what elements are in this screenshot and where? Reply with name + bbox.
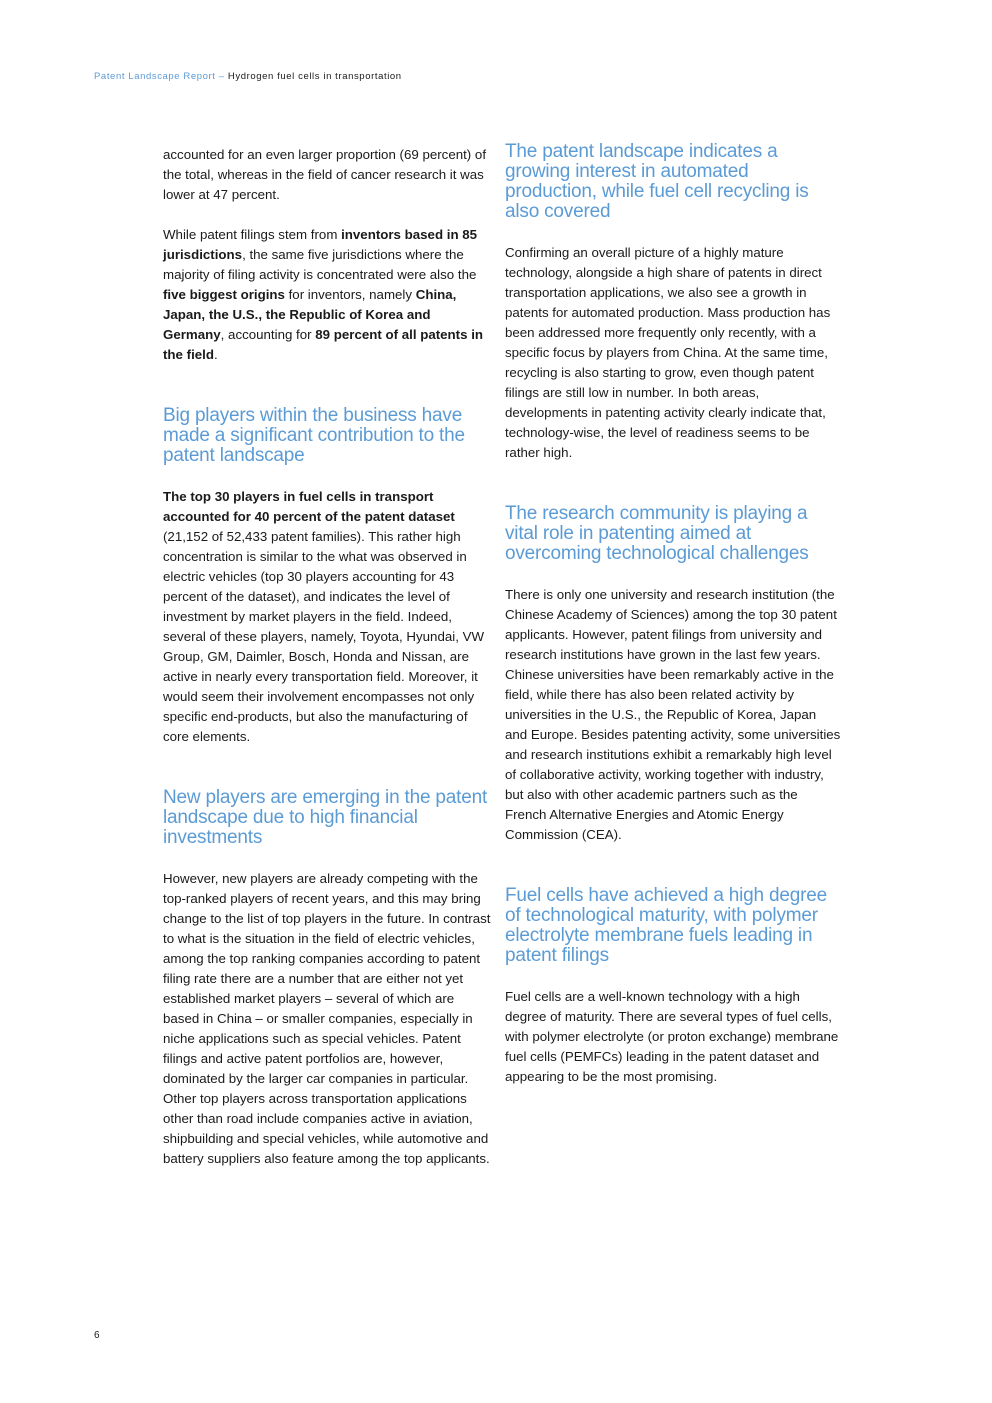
page-number: 6 <box>94 1330 100 1341</box>
bold-run: 89 percent of all patents in the field <box>163 327 484 362</box>
heading-research-community: The research community is playing a vital role in patenting aimed at overcoming technological challenges <box>505 503 809 564</box>
right-column <box>505 141 841 1087</box>
paragraph-research-community: There is only one university and research institution (the Chinese Academy of Sciences) among the top 30 patent applicants. However, patent filings from university and research institutions have grown in the last few years. Chinese universities have been remarkably active in the field, while there has also been related activity by universities in the U.S., the Republic of Korea, Japan and Europe. Besides patenting activity, some universities and research institutions exhibit a remarkably high level of collaborative activity, working together with industry, but also with other academic partners such as the French Alternative Energies and Atomic Energy Commission (CEA). <box>505 587 841 842</box>
paragraph-automated-production: Confirming an overall picture of a highly mature technology, alongside a high share of patents in direct transportation applications, we also see a growth in patents for automated production. Mass production has been addressed more frequently only recently, with a specific focus by players from China. At the same time, recycling is also starting to grow, even though patent filings are still low in number. In both areas, developments in patenting activity clearly indicate that, technology-wise, the level of readiness seems to be rather high. <box>505 245 831 460</box>
text-run: , accounting for <box>220 327 316 342</box>
bold-run: inventors based in 85 jurisdictions <box>163 227 478 262</box>
paragraph-top-30-players <box>163 487 493 747</box>
report-series-title: Patent Landscape Report – <box>94 71 225 82</box>
paragraph-new-players: However, new players are already competing with the top-ranked players of recent years, and this may bring change to the list of top players in the future. In contrast to what is the situation in the field of electric vehicles, among the top ranking companies according to patent filing rate there are a number that are either not yet established market players – several of which are based in China – or smaller companies, especially in niche applications such as special vehicles. Patent filings and active patent portfolios are, however, dominated by the larger car companies in particular. Other top players across transportation applications other than road include companies active in aviation, shipbuilding and special vehicles, while automotive and battery suppliers also feature among the top applicants. <box>163 871 491 1166</box>
heading-automated-production: The patent landscape indicates a growing interest in automated production, while fuel cell recycling is also covered <box>505 141 809 222</box>
heading-big-players: Big players within the business have made a significant contribution to the patent landscape <box>163 405 465 466</box>
heading-technological-maturity: Fuel cells have achieved a high degree of technological maturity, with polymer electrolyte membrane fuels leading in patent filings <box>505 885 827 966</box>
paragraph-cancer-research: accounted for an even larger proportion (69 percent) of the total, whereas in the field of cancer research it was lower at 47 percent. <box>163 147 487 202</box>
text-run: (21,152 of 52,433 patent families). This rather high concentration is similar to the what was observed in electric vehicles (top 30 players accounting for 43 percent of the dataset), and indicates the level of investment by market players in the field. Indeed, several of these players, namely, Toyota, Hyundai, VW Group, GM, Daimler, Bosch, Honda and Nissan, are active in nearly every transportation field. Moreover, it would seem their involvement encompasses not only specific end-products, but also the manufacturing of core elements. <box>163 529 485 744</box>
paragraph-technological-maturity: Fuel cells are a well-known technology with a high degree of maturity. There are several types of fuel cells, with polymer electrolyte (or proton exchange) membrane fuel cells (PEMFCs) leading in the patent dataset and appearing to be the most promising. <box>505 989 839 1084</box>
text-run: , the same five jurisdictions where the majority of filing activity is concentrated were also the <box>163 247 477 282</box>
text-run: . <box>213 347 218 362</box>
bold-run: five biggest origins <box>163 287 285 302</box>
paragraph-inventor-origins <box>163 225 493 365</box>
text-run: for inventors, namely <box>284 287 416 302</box>
heading-new-players: New players are emerging in the patent landscape due to high financial investments <box>163 787 488 848</box>
bold-run: The top 30 players in fuel cells in transport accounted for 40 percent of the patent dataset <box>163 489 455 524</box>
left-column <box>163 145 493 1169</box>
report-topic-title: Hydrogen fuel cells in transportation <box>227 71 402 82</box>
running-header <box>94 71 402 82</box>
bold-run: China, Japan, the U.S., the Republic of Korea and Germany <box>163 287 457 342</box>
text-run: While patent filings stem from <box>163 227 342 242</box>
